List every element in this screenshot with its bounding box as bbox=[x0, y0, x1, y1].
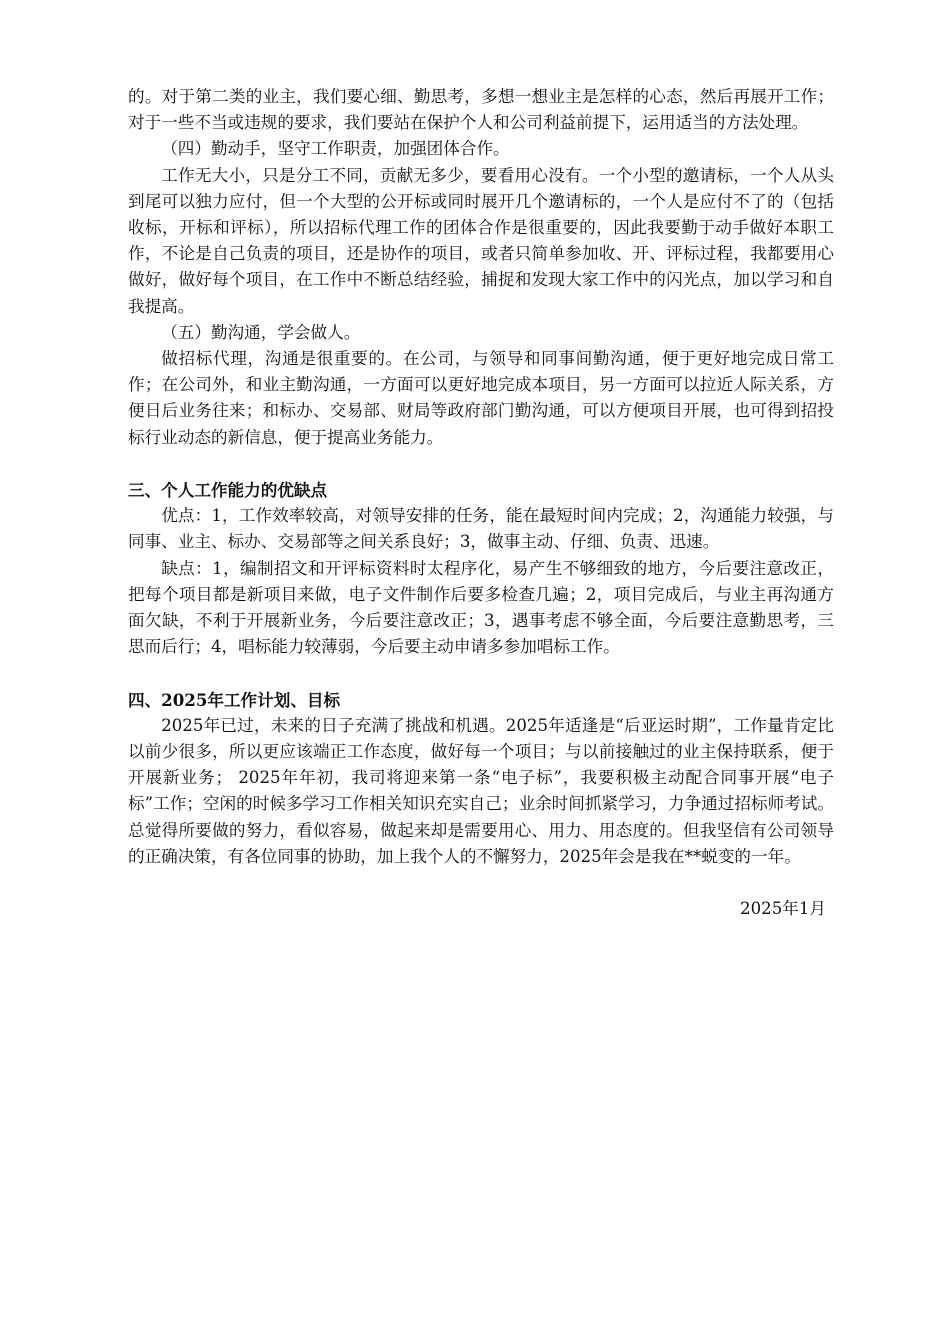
paragraph-weaknesses: 缺点：1，编制招文和开评标资料时太程序化，易产生不够细致的地方，今后要注意改正，把每个项目都是新项目来做，电子文件制作后要多检查几遍；2，项目完成后，与业主再沟通方面欠缺，不利于开展新业务，今后要注意改正；3，遇事考虑不够全面，今后要注意勤思考，三思而后行；4，唱标能力较薄弱，今后要主动申请多参加唱标工作。 bbox=[128, 558, 834, 657]
section-heading-three: 三、个人工作能力的优缺点 bbox=[128, 480, 328, 501]
document-page bbox=[128, 84, 834, 922]
paragraph-strengths: 优点：1，工作效率较高，对领导安排的任务，能在最短时间内完成；2，沟通能力较强，与同事、业主、标办、交易部等之间关系良好；3，做事主动、仔细、负责、迅速。 bbox=[128, 506, 834, 552]
paragraph-communication: 做招标代理，沟通是很重要的。在公司，与领导和同事间勤沟通，便于更好地完成日常工作；在公司外，和业主勤沟通，一方面可以更好地完成本项目，另一方面可以拉近人际关系，方便日后业务往来；和标办、交易部、财局等政府部门勤沟通，可以方便项目开展，也可得到招投标行业动态的新信息，便于提高业务能力。 bbox=[128, 349, 834, 447]
subheading-five: （五）勤沟通，学会做人。 bbox=[161, 322, 361, 342]
paragraph-continuation: 的。对于第二类的业主，我们要心细、勤思考，多想一想业主是怎样的心态，然后再展开工作；对于一些不当或违规的要求，我们要站在保护个人和公司利益前提下，运用适当的方法处理。 bbox=[128, 87, 834, 133]
subheading-four: （四）勤动手，坚守工作职责，加强团体合作。 bbox=[161, 139, 510, 159]
paragraph-plan: 2025年已过，未来的日子充满了挑战和机遇。2025年适逢是“后亚运时期”，工作量肯定比以前少很多，所以更应该端正工作态度，做好每一个项目；与以前接触过的业主保持联系，便于开展新业务； 2025年年初，我司将迎来第一条“电子标”，我要积极主动配合同事开展“电子标”工作；空闲的时候多学习工作相关知识充实自己；业余时间抓紧学习，力争通过招标师考试。总觉得所要做的努力，看似容易，做起来却是需要用心、用力、用态度的。但我坚信有公司领导的正确决策，有各位同事的协助，加上我个人的不懈努力，2025年会是我在**蜕变的一年。 bbox=[128, 715, 834, 866]
document-date: 2025年1月 bbox=[740, 899, 826, 919]
paragraph-teamwork: 工作无大小，只是分工不同，贡献无多少，要看用心没有。一个小型的邀请标，一个人从头到尾可以独力应付，但一个大型的公开标或同时展开几个邀请标的，一个人是应付不了的（包括收标，开标和评标），所以招标代理工作的团体合作是很重要的，因此我要勤于动手做好本职工作，不论是自己负责的项目，还是协作的项目，或者只简单参加收、开、评标过程，我都要用心做好，做好每个项目，在工作中不断总结经验，捕捉和发现大家工作中的闪光点，加以学习和自我提高。 bbox=[128, 165, 834, 316]
section-heading-four: 四、2025年工作计划、目标 bbox=[128, 689, 341, 710]
